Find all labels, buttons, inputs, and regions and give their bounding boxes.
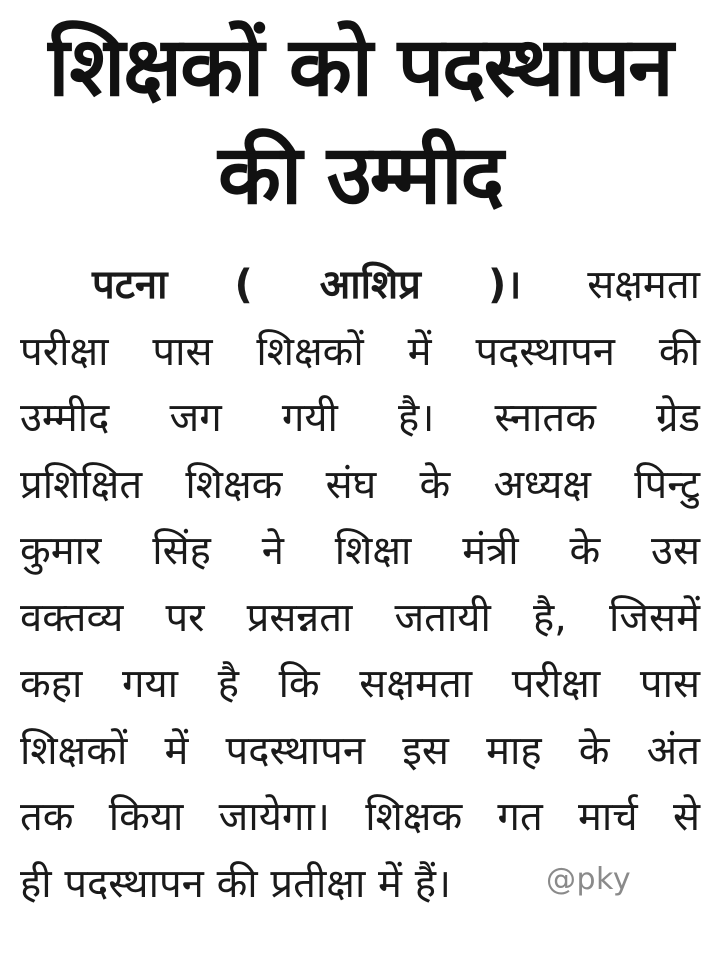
- body-line-10: ही पदस्थापन की प्रतीक्षा में हैं।: [20, 860, 452, 907]
- article-body: [20, 252, 700, 917]
- watermark: @pky: [546, 862, 632, 897]
- dateline: पटना ( आशिप्र )।: [92, 262, 522, 308]
- headline: [20, 14, 700, 230]
- body-line-4: प्रशिक्षित शिक्षक संघ के अध्यक्ष पिन्टु: [20, 461, 700, 508]
- headline-line-1: शिक्षकों को पदस्थापन: [48, 20, 672, 115]
- body-line-2: परीक्षा पास शिक्षकों में पदस्थापन की: [20, 328, 700, 375]
- body-line-7: कहा गया है कि सक्षमता परीक्षा पास: [20, 661, 700, 707]
- headline-line-2: की उम्मीद: [217, 128, 503, 223]
- body-line-3: उम्मीद जग गयी है। स्नातक ग्रेड: [20, 395, 700, 441]
- body-line-8: शिक्षकों में पदस्थापन इस माह के अंत: [20, 727, 700, 774]
- body-line-9: तक किया जायेगा। शिक्षक गत मार्च से: [20, 794, 700, 840]
- body-text-1: सक्षमता: [587, 262, 700, 308]
- body-line-5: कुमार सिंह ने शिक्षा मंत्री के उस: [20, 528, 700, 574]
- body-line-6: वक्तव्य पर प्रसन्नता जतायी है, जिसमें: [20, 594, 700, 641]
- body-line-1: [20, 252, 700, 319]
